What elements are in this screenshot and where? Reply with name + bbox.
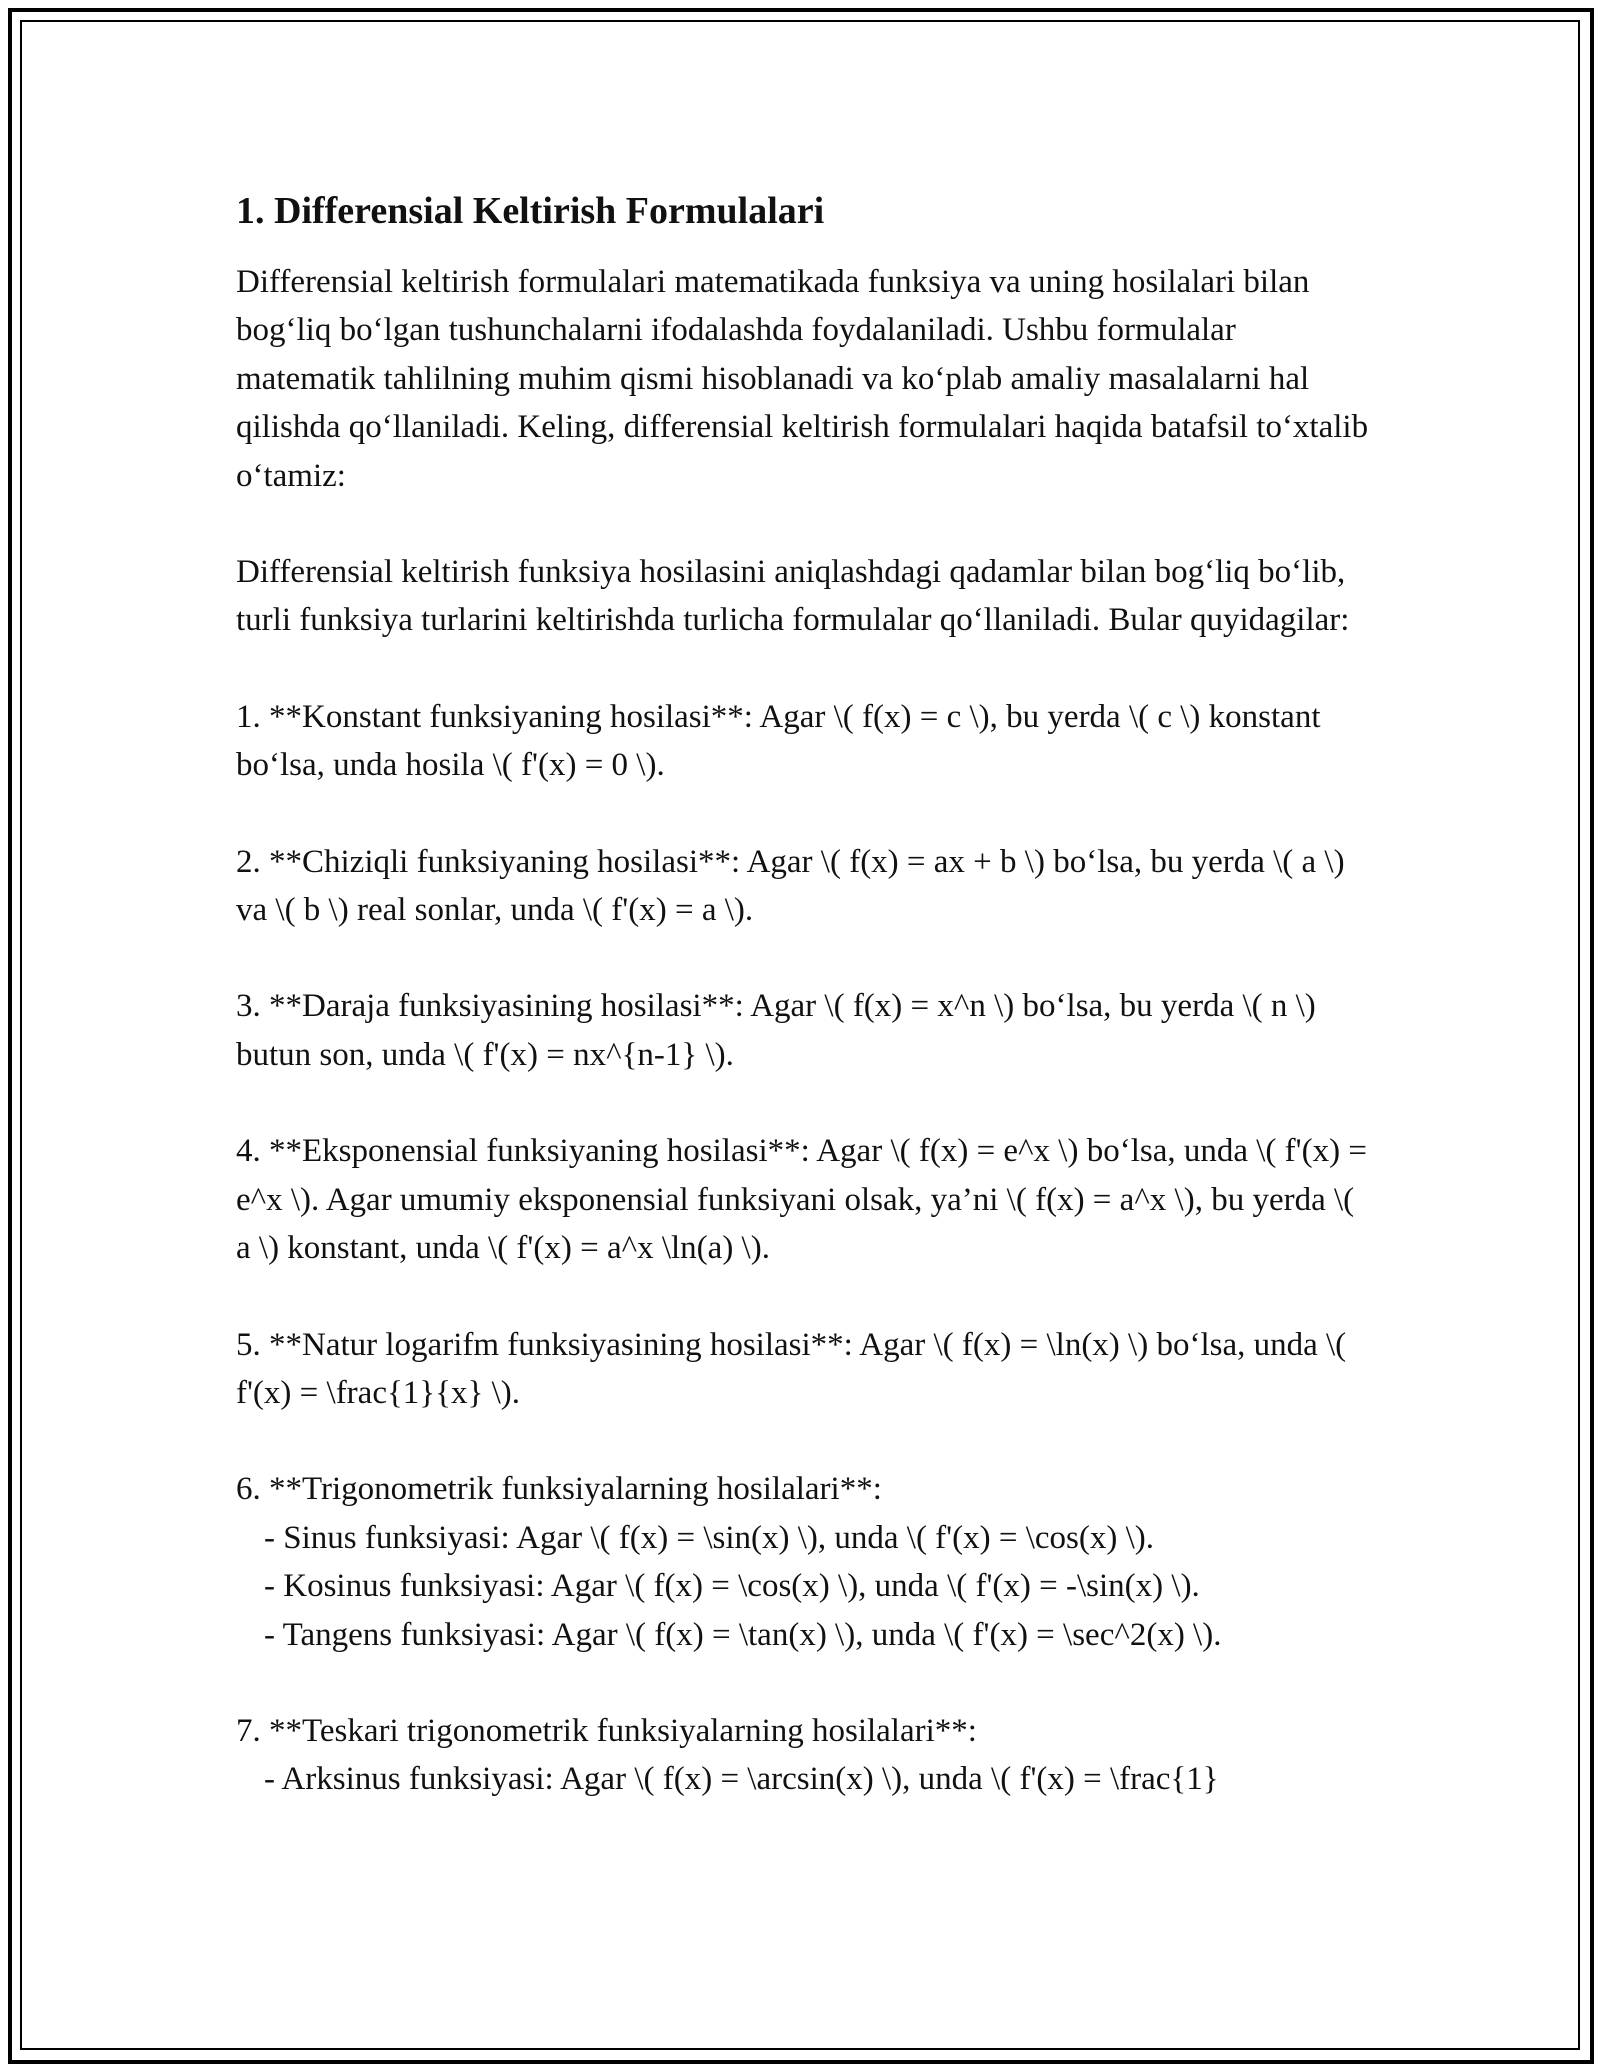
sublist-item-tangent: - Tangens funksiyasi: Agar \( f(x) = \tan(x) \), unda \( f'(x) = \sec^2(x) \). (264, 1616, 1222, 1653)
trig-heading: 6. **Trigonometrik funksiyalarning hosilalari**: (236, 1471, 882, 1508)
trig-sublist (236, 1514, 1376, 1659)
list-item-power: 3. **Daraja funksiyasining hosilasi**: Agar \( f(x) = x^n \) bo‘lsa, bu yerda \( n \) butun son, unda \( f'(x) = nx^{n-1} \). (236, 988, 1316, 1073)
intro-paragraph: Differensial keltirish formulalari matematikada funksiya va uning hosilalari bilan bog‘liq bo‘lgan tushunchalarni ifodalashda foydalaniladi. Ushbu formulalar matematik tahlilning muhim qismi hisoblanadi va ko‘plab amaliy masalalarni hal qilishda qo‘llaniladi. Keling, differensial keltirish formulalari haqida batafsil to‘xtalib o‘tamiz: (236, 264, 1377, 494)
list-item-trigonometric (236, 1465, 1376, 1659)
sublist-item-arcsine: - Arksinus funksiyasi: Agar \( f(x) = \arcsin(x) \), unda \( f'(x) = \frac{1} (264, 1761, 1219, 1798)
sublist-item-cosine: - Kosinus funksiyasi: Agar \( f(x) = \cos(x) \), unda \( f'(x) = -\sin(x) \). (264, 1568, 1200, 1605)
inverse-trig-heading: 7. **Teskari trigonometrik funksiyalarning hosilalari**: (236, 1712, 977, 1749)
list-item-natural-log: 5. **Natur logarifm funksiyasining hosilasi**: Agar \( f(x) = \ln(x) \) bo‘lsa, unda \( f'(x) = \frac{1}{x} \). (236, 1326, 1347, 1411)
list-item-inverse-trigonometric (236, 1707, 1376, 1804)
list-item-linear: 2. **Chiziqli funksiyaning hosilasi**: Agar \( f(x) = ax + b \) bo‘lsa, bu yerda \( a \) va \( b \) real sonlar, unda \( f'(x) = a \). (236, 843, 1345, 929)
list-item-constant: 1. **Konstant funksiyaning hosilasi**: Agar \( f(x) = c \), bu yerda \( c \) konstant bo‘lsa, unda hosila \( f'(x) = 0 \). (236, 698, 1321, 784)
inverse-trig-sublist (236, 1755, 1376, 1803)
document-title: 1. Differensial Keltirish Formulalari (236, 190, 825, 232)
document-body (236, 186, 1376, 1852)
list-item-exponential: 4. **Eksponensial funksiyaning hosilasi**: Agar \( f(x) = e^x \) bo‘lsa, unda \( f'(x) = e^x \). Agar umumiy eksponensial funksiyani olsak, ya’ni \( f(x) = a^x \), bu yerda \( a \) konstant, unda \( f'(x) = a^x \ln(a) \). (236, 1133, 1367, 1267)
overview-paragraph: Differensial keltirish funksiya hosilasini aniqlashdagi qadamlar bilan bog‘liq bo‘lib, turli funksiya turlarini keltirishda turlicha formulalar qo‘llaniladi. Bular quyidagilar: (236, 554, 1354, 639)
sublist-item-sine: - Sinus funksiyasi: Agar \( f(x) = \sin(x) \), unda \( f'(x) = \cos(x) \). (264, 1519, 1155, 1556)
